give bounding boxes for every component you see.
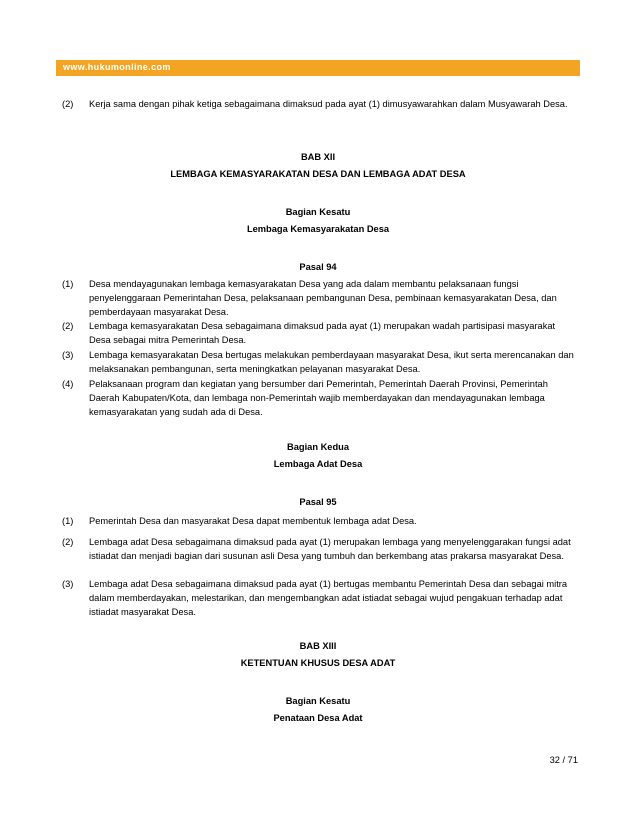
paragraph-item [62, 577, 582, 619]
section-heading: Bagian Kedua [287, 442, 349, 452]
section-title: Penataan Desa Adat [273, 713, 363, 723]
paragraph-number: (1) [62, 516, 74, 526]
paragraph-number: (2) [62, 99, 74, 109]
paragraph-text: Lembaga kemasyarakatan Desa sebagaimana dimaksud pada ayat (1) merupakan wadah partisipasi masyarakat Desa sebagai mitra Pemerintah Desa. [89, 321, 556, 345]
section-heading: Bagian Kesatu [285, 696, 351, 706]
paragraph-text: Kerja sama dengan pihak ketiga sebagaimana dimaksud pada ayat (1) dimusyawarahkan dalam Musyawarah Desa. [89, 99, 568, 109]
paragraph-number: (3) [62, 579, 74, 589]
paragraph-text: Pemerintah Desa dan masyarakat Desa dapat membentuk lembaga adat Desa. [89, 516, 417, 526]
article-heading: Pasal 95 [299, 497, 337, 507]
paragraph-number: (3) [62, 350, 74, 360]
paragraph-item [62, 377, 582, 419]
paragraph-text: Lembaga kemasyarakatan Desa bertugas melakukan pemberdayaan masyarakat Desa, ikut serta merencanakan dan melaksanakan pembangunan, serta meningkatkan pelayanan masyarakat Desa. [89, 350, 574, 374]
paragraph-number: (1) [62, 279, 74, 289]
article-heading: Pasal 94 [299, 262, 337, 272]
page-number: 32 / 71 [549, 755, 578, 765]
chapter-heading: BAB XII [300, 152, 336, 162]
section-title: Lembaga Adat Desa [273, 459, 363, 469]
section-heading: Bagian Kesatu [285, 207, 351, 217]
paragraph-number: (2) [62, 321, 74, 331]
chapter-heading: BAB XIII [299, 641, 337, 651]
chapter-title: KETENTUAN KHUSUS DESA ADAT [240, 658, 396, 668]
paragraph-text: Desa mendayagunakan lembaga kemasyarakatan Desa yang ada dalam membantu pelaksanaan fungsi penyelenggaraan Pemerintahan Desa, pelaksanaan pembangunan Desa, pembinaan kemasyarakatan Desa, dan pemberdayaan masyarakat Desa. [89, 279, 557, 317]
paragraph-text: Lembaga adat Desa sebagaimana dimaksud pada ayat (1) merupakan lembaga yang menyelenggarakan fungsi adat istiadat dan menjadi bagian dari susunan asli Desa yang tumbuh dan berkembang atas prakarsa masyarakat Desa. [89, 537, 571, 561]
paragraph-item [62, 514, 582, 528]
paragraph-text: Lembaga adat Desa sebagaimana dimaksud pada ayat (1) bertugas membantu Pemerintah Desa dan sebagai mitra dalam memberdayakan, melestarikan, dan mengembangkan adat istiadat sebagai wujud pengakuan terhadap adat istiadat masyarakat Desa. [89, 579, 568, 617]
paragraph-item [62, 277, 582, 319]
paragraph-item [62, 97, 582, 111]
site-url: www.hukumonline.com [63, 62, 171, 72]
paragraph-item [62, 319, 582, 347]
paragraph-text: Pelaksanaan program dan kegiatan yang bersumber dari Pemerintah, Pemerintah Daerah Provinsi, Pemerintah Daerah Kabupaten/Kota, dan lembaga non-Pemerintah wajib memberdayakan dan mendayagunakan lembaga kemasyarakatan yang sudah ada di Desa. [89, 379, 548, 417]
paragraph-number: (2) [62, 537, 74, 547]
chapter-title: LEMBAGA KEMASYARAKATAN DESA DAN LEMBAGA ADAT DESA [170, 169, 466, 179]
paragraph-item [62, 535, 582, 563]
paragraph-number: (4) [62, 379, 74, 389]
site-header-bar [56, 60, 580, 76]
section-title: Lembaga Kemasyarakatan Desa [246, 224, 390, 234]
paragraph-item [62, 348, 582, 376]
